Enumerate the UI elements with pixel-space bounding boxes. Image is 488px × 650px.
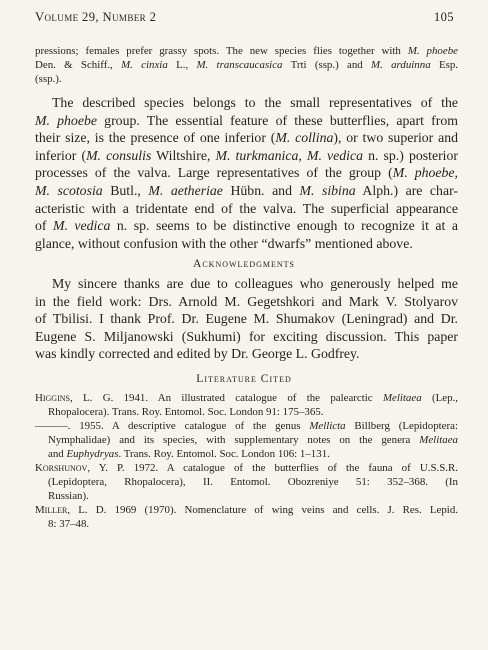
running-header [35, 10, 454, 26]
continued-text-line: Den. & Schiff., M. cinxia L., M. transcaucasica Trti (ssp.) and M. arduinna Esp. [35, 59, 459, 71]
continued-text-line: (ssp.). [35, 73, 62, 85]
reference-line: (Lepidoptera, Rhopalocera), II. Entomol. Obozreniye 51: 352–368. (In [48, 476, 458, 488]
journal-volume: Volume 29, Number 2 [35, 10, 157, 24]
body-line: glance, without confusion with the other “dwarfs” mentioned above. [35, 235, 413, 251]
body-line: inferior (M. consulis Wiltshire, M. turkmanica, M. vedica n. sp.) posterior [35, 147, 458, 163]
body-line: acteristic with a tridentate end of the valva. The superficial appearance [35, 200, 458, 216]
ack-line: in the field work: Drs. Arnold M. Gegetshkori and Mark V. Stolyarov [35, 293, 458, 309]
reference-line: Korshunov, Y. P. 1972. A catalogue of the butterflies of the fauna of U.S.S.R. [35, 462, 458, 474]
ack-line: was kindly corrected and edited by Dr. George L. Godfrey. [35, 346, 360, 362]
ack-line: of Tbilisi. I thank Prof. Dr. Eugene M. Shumakov (Leningrad) and Dr. [35, 311, 458, 327]
page-number: 105 [433, 10, 454, 24]
reference-line: and Euphydryas. Trans. Roy. Entomol. Soc. London 106: 1–131. [48, 448, 330, 460]
reference-line: 8: 37–48. [48, 518, 90, 530]
body-line: processes of the valva. Large representatives of the group (M. phoebe, [35, 165, 458, 181]
body-line: of M. vedica n. sp. seems to be distinctive enough to recognize it at a [35, 218, 458, 234]
reference-line: Miller, L. D. 1969 (1970). Nomenclature of wing veins and cells. J. Res. Lepid. [35, 504, 458, 516]
reference-line: Rhopalocera). Trans. Roy. Entomol. Soc. London 91: 175–365. [48, 406, 324, 418]
ack-line: Eugene S. Miljanowski (Sukhumi) for exciting discussion. This paper [35, 328, 458, 344]
body-line: their size, is the presence of one inferior (M. collina), or two superior and [35, 130, 458, 146]
reference-line: Russian). [48, 490, 89, 502]
body-line: M. phoebe group. The essential feature of these butterflies, apart from [35, 112, 458, 128]
body-line: The described species belongs to the small representatives of the [52, 95, 458, 110]
reference-line: Nymphalidae) and its species, with supplementary notes on the genera Melitaea [48, 434, 458, 446]
continued-text-line: pressions; females prefer grassy spots. The new species flies together with M. phoebe [35, 45, 458, 57]
reference-line: Higgins, L. G. 1941. An illustrated catalogue of the palearctic Melitaea (Lep., [35, 392, 458, 404]
section-heading-literature-cited: Literature Cited [196, 372, 292, 385]
section-heading-acknowledgments: Acknowledgments [192, 257, 296, 270]
ack-line: My sincere thanks are due to colleagues who generously helped me [52, 276, 458, 291]
reference-line: ———. 1955. A descriptive catalogue of the genus Mellicta Billberg (Lepidoptera: [35, 420, 458, 432]
body-line: M. scotosia Butl., M. aetheriae Hübn. and M. sibina Alph.) are char- [35, 183, 458, 198]
